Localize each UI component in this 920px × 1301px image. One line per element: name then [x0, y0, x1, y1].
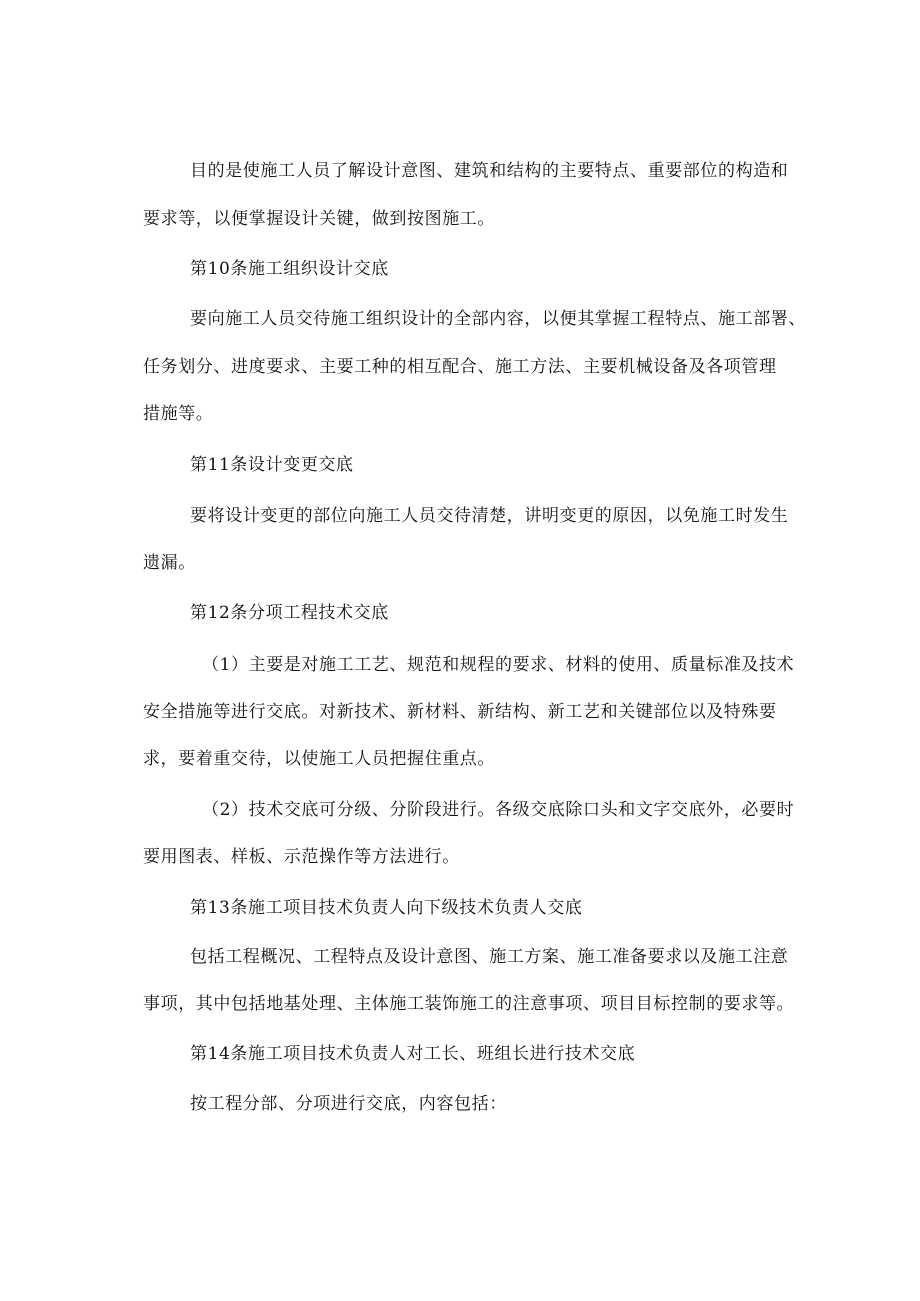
body-text-line: 事项，其中包括地基处理、主体施工装饰施工的注意事项、项目目标控制的要求等。	[143, 994, 795, 1014]
section-heading: 第13条施工项目技术负责人向下级技术负责人交底	[190, 898, 583, 918]
section-heading: 第10条施工组织设计交底	[190, 259, 389, 279]
section-heading: 第11条设计变更交底	[190, 455, 354, 475]
section-heading: 第12条分项工程技术交底	[190, 603, 389, 623]
body-text-line: 要用图表、样板、示范操作等方法进行。	[143, 847, 460, 867]
body-text-line: 措施等。	[143, 404, 214, 424]
body-text-line: 要将设计变更的部位向施工人员交待清楚，讲明变更的原因，以免施工时发生	[190, 506, 789, 526]
body-text-line: 求，要着重交待，以使施工人员把握住重点。	[143, 749, 495, 769]
body-text-line: 要向施工人员交待施工组织设计的全部内容，以便其掌握工程特点、施工部署、	[190, 309, 806, 329]
body-text-line: 目的是使施工人员了解设计意图、建筑和结构的主要特点、重要部位的构造和	[190, 161, 789, 181]
body-text-line: 任务划分、进度要求、主要工种的相互配合、施工方法、主要机械设备及各项管理	[143, 357, 777, 377]
section-heading: 第14条施工项目技术负责人对工长、班组长进行技术交底	[190, 1044, 636, 1064]
body-text-line: 要求等，以便掌握设计关键，做到按图施工。	[143, 209, 495, 229]
body-text-line: 按工程分部、分项进行交底，内容包括：	[190, 1094, 507, 1114]
body-text-line: 安全措施等进行交底。对新技术、新材料、新结构、新工艺和关键部位以及特殊要	[143, 702, 777, 722]
body-text-line: 遗漏。	[143, 553, 196, 573]
body-text-line: （1）主要是对施工工艺、规范和规程的要求、材料的使用、质量标准及技术	[202, 655, 795, 675]
body-text-line: 包括工程概况、工程特点及设计意图、施工方案、施工准备要求以及施工注意	[190, 947, 789, 967]
body-text-line: （2）技术交底可分级、分阶段进行。各级交底除口头和文字交底外，必要时	[202, 800, 795, 820]
